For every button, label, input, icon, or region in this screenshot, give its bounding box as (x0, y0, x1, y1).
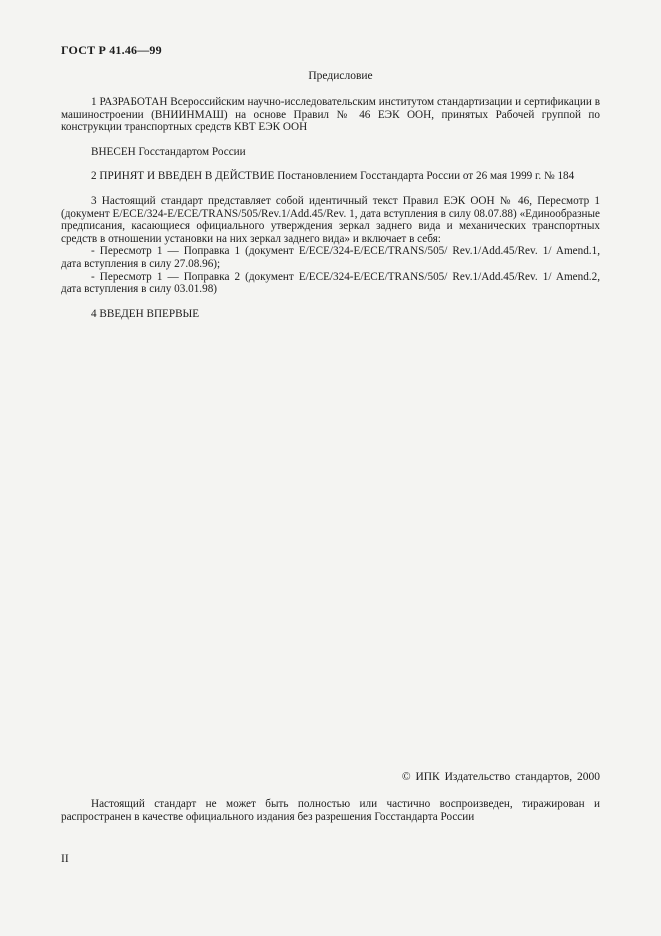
page-number: II (61, 853, 69, 865)
document-header: ГОСТ Р 41.46—99 (61, 43, 162, 57)
amendment-item-2: - Пересмотр 1 — Поправка 2 (документ E/ECE/324-E/ECE/TRANS/505/ Rev.1/Add.45/Rev. 1/ Amend.2, дата вступления в силу 03.01.98) (61, 270, 600, 296)
copyright-line: © ИПК Издательство стандартов, 2000 (401, 771, 600, 783)
paragraph-identical-text: 3 Настоящий стандарт представляет собой идентичный текст Правил ЕЭК ООН № 46, Пересмотр 1 (документ E/ECE/324-E/ECE/TRANS/505/Rev.1/Add.45/Rev. 1, дата вступления в силу 08.07.88) «Единообразные предписания, касающиеся официального утверждения зеркал заднего вида и механических транспортных средств в отношении установки на них зеркал заднего вида» и включает в себя: (61, 194, 600, 245)
reproduction-notice: Настоящий стандарт не может быть полностью или частично воспроизведен, тиражирован и распространен в качестве официального издания без разрешения Госстандарта России (61, 798, 600, 823)
paragraph-first-introduced: 4 ВВЕДЕН ВПЕРВЫЕ (91, 307, 200, 320)
paragraph-introduced-by: ВНЕСЕН Госстандартом России (91, 145, 246, 158)
amendment-item-1: - Пересмотр 1 — Поправка 1 (документ E/ECE/324-E/ECE/TRANS/505/ Rev.1/Add.45/Rev. 1/ Amend.1, дата вступления в силу 27.08.96); (61, 245, 600, 270)
section-title: Предисловие (308, 70, 373, 82)
paragraph-adopted: 2 ПРИНЯТ И ВВЕДЕН В ДЕЙСТВИЕ Постановлением Госстандарта России от 26 мая 1999 г. № 184 (91, 170, 575, 183)
document-body (61, 96, 600, 332)
paragraph-developed-by: 1 РАЗРАБОТАН Всероссийским научно-исследовательским институтом стандартизации и сертификации в машиностроении (ВНИИНМАШ) на основе Правил № 46 ЕЭК ООН, принятых Рабочей группой по конструкции транспортных средств КВТ ЕЭК ООН (61, 96, 600, 134)
